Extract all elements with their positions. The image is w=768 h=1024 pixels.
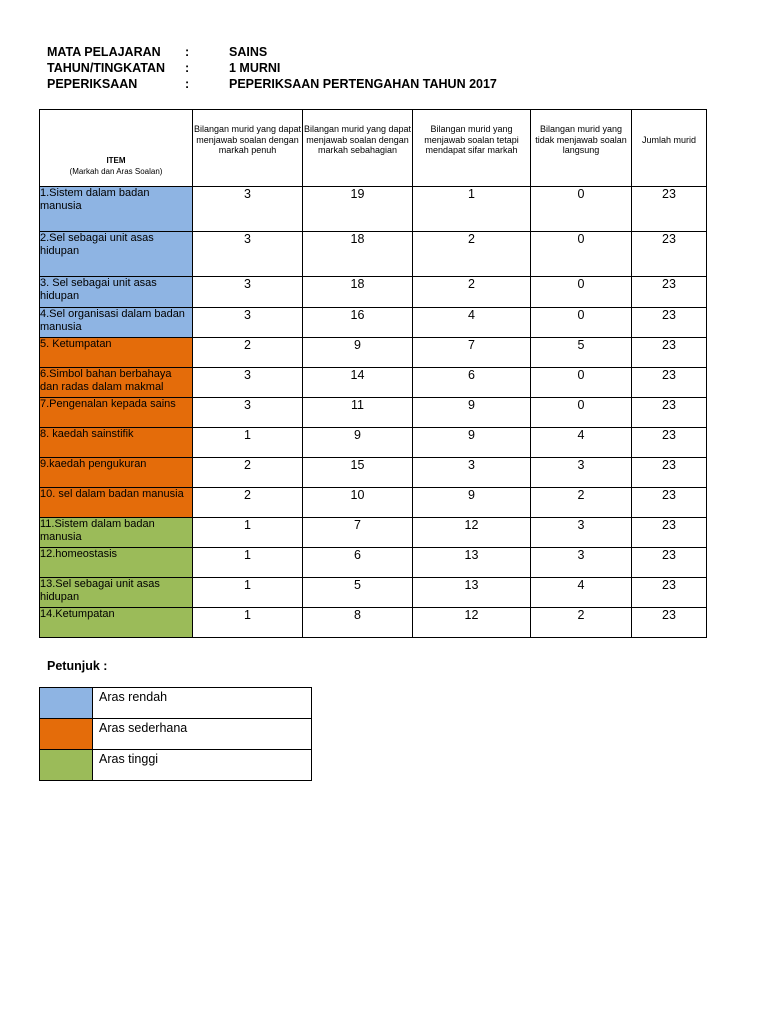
header-colon: : [185,45,190,59]
value-cell: 4 [531,578,632,608]
value-cell: 23 [632,398,707,428]
value-cell: 18 [303,277,413,308]
item-cell: 4.Sel organisasi dalam badan manusia [40,308,193,338]
value-cell: 5 [303,578,413,608]
value-cell: 23 [632,368,707,398]
value-cell: 2 [531,488,632,518]
item-header-title: ITEM [106,156,126,165]
item-cell: 11.Sistem dalam badan manusia [40,518,193,548]
table-row [40,578,707,608]
header-key: MATA PELAJARAN [47,45,161,59]
column-header-text: Bilangan murid yang dapat menjawab soalan dengan markah sebahagian [303,124,412,156]
value-cell: 8 [303,608,413,638]
column-header-text: Bilangan murid yang tidak menjawab soalan langsung [535,124,627,156]
value-cell: 23 [632,578,707,608]
column-header [413,110,531,187]
value-cell: 3 [193,368,303,398]
item-cell: 2.Sel sebagai unit asas hidupan [40,232,193,277]
value-cell: 6 [413,368,531,398]
value-cell: 3 [193,308,303,338]
header-row-subject [47,44,647,60]
value-cell: 9 [303,338,413,368]
value-cell: 15 [303,458,413,488]
legend-title: Petunjuk : [47,659,108,673]
table-row [40,398,707,428]
analysis-table [39,109,707,638]
column-header-text: Bilangan murid yang dapat menjawab soalan dengan markah penuh [193,124,302,156]
value-cell: 3 [193,277,303,308]
value-cell: 23 [632,428,707,458]
value-cell: 3 [531,458,632,488]
value-cell: 12 [413,608,531,638]
value-cell: 3 [531,548,632,578]
value-cell: 7 [413,338,531,368]
header-colon: : [185,77,190,91]
value-cell: 2 [193,488,303,518]
table-header-row [40,110,707,187]
value-cell: 9 [413,398,531,428]
value-cell: 3 [193,187,303,232]
legend-swatch [40,688,93,719]
document-header [47,44,647,92]
value-cell: 23 [632,518,707,548]
item-cell: 7.Pengenalan kepada sains [40,398,193,428]
column-header [303,110,413,187]
item-cell: 10. sel dalam badan manusia [40,488,193,518]
value-cell: 2 [413,277,531,308]
header-colon: : [185,61,190,75]
header-value: PEPERIKSAAN PERTENGAHAN TAHUN 2017 [229,77,497,91]
item-cell: 9.kaedah pengukuran [40,458,193,488]
value-cell: 23 [632,488,707,518]
item-column-header [40,110,193,187]
item-cell: 12.homeostasis [40,548,193,578]
value-cell: 13 [413,548,531,578]
value-cell: 23 [632,548,707,578]
value-cell: 6 [303,548,413,578]
value-cell: 7 [303,518,413,548]
legend-row [40,719,312,750]
value-cell: 23 [632,232,707,277]
value-cell: 13 [413,578,531,608]
value-cell: 3 [531,518,632,548]
table-row [40,277,707,308]
table-row [40,488,707,518]
legend-label: Aras tinggi [93,750,312,781]
value-cell: 0 [531,187,632,232]
value-cell: 1 [193,518,303,548]
table-row [40,368,707,398]
value-cell: 2 [531,608,632,638]
header-row-year [47,60,647,76]
value-cell: 23 [632,308,707,338]
table-row [40,338,707,368]
table-row [40,608,707,638]
item-header-subtitle: (Markah dan Aras Soalan) [69,166,163,176]
column-header [632,110,707,187]
legend-swatch [40,719,93,750]
value-cell: 0 [531,368,632,398]
table-row [40,308,707,338]
value-cell: 23 [632,277,707,308]
legend-row [40,750,312,781]
value-cell: 4 [413,308,531,338]
value-cell: 23 [632,608,707,638]
header-value: SAINS [229,45,268,59]
value-cell: 14 [303,368,413,398]
column-header [531,110,632,187]
header-row-exam [47,76,647,92]
table-row [40,187,707,232]
table-row [40,232,707,277]
value-cell: 1 [193,548,303,578]
legend-label: Aras rendah [93,688,312,719]
value-cell: 5 [531,338,632,368]
value-cell: 0 [531,232,632,277]
legend-table [39,687,312,781]
value-cell: 4 [531,428,632,458]
value-cell: 1 [193,608,303,638]
value-cell: 0 [531,277,632,308]
value-cell: 2 [413,232,531,277]
value-cell: 9 [413,428,531,458]
value-cell: 10 [303,488,413,518]
legend-label: Aras sederhana [93,719,312,750]
value-cell: 9 [303,428,413,458]
column-header [193,110,303,187]
legend-row [40,688,312,719]
table-row [40,428,707,458]
value-cell: 1 [193,428,303,458]
item-cell: 13.Sel sebagai unit asas hidupan [40,578,193,608]
value-cell: 12 [413,518,531,548]
value-cell: 18 [303,232,413,277]
value-cell: 1 [413,187,531,232]
value-cell: 16 [303,308,413,338]
table-row [40,458,707,488]
item-cell: 8. kaedah sainstifik [40,428,193,458]
item-cell: 14.Ketumpatan [40,608,193,638]
value-cell: 1 [193,578,303,608]
column-header-text: Jumlah murid [641,134,697,145]
value-cell: 11 [303,398,413,428]
value-cell: 23 [632,458,707,488]
item-cell: 1.Sistem dalam badan manusia [40,187,193,232]
value-cell: 23 [632,187,707,232]
value-cell: 19 [303,187,413,232]
value-cell: 23 [632,338,707,368]
value-cell: 0 [531,398,632,428]
table-row [40,548,707,578]
value-cell: 9 [413,488,531,518]
header-value: 1 MURNI [229,61,281,75]
value-cell: 3 [193,232,303,277]
table-row [40,518,707,548]
item-cell: 3. Sel sebagai unit asas hidupan [40,277,193,308]
value-cell: 3 [413,458,531,488]
item-cell: 5. Ketumpatan [40,338,193,368]
value-cell: 3 [193,398,303,428]
value-cell: 2 [193,338,303,368]
header-key: TAHUN/TINGKATAN [47,61,166,75]
column-header-text: Bilangan murid yang menjawab soalan tetapi mendapat sifar markah [424,124,519,156]
header-key: PEPERIKSAAN [47,77,138,91]
item-cell: 6.Simbol bahan berbahaya dan radas dalam makmal [40,368,193,398]
legend-swatch [40,750,93,781]
value-cell: 2 [193,458,303,488]
value-cell: 0 [531,308,632,338]
